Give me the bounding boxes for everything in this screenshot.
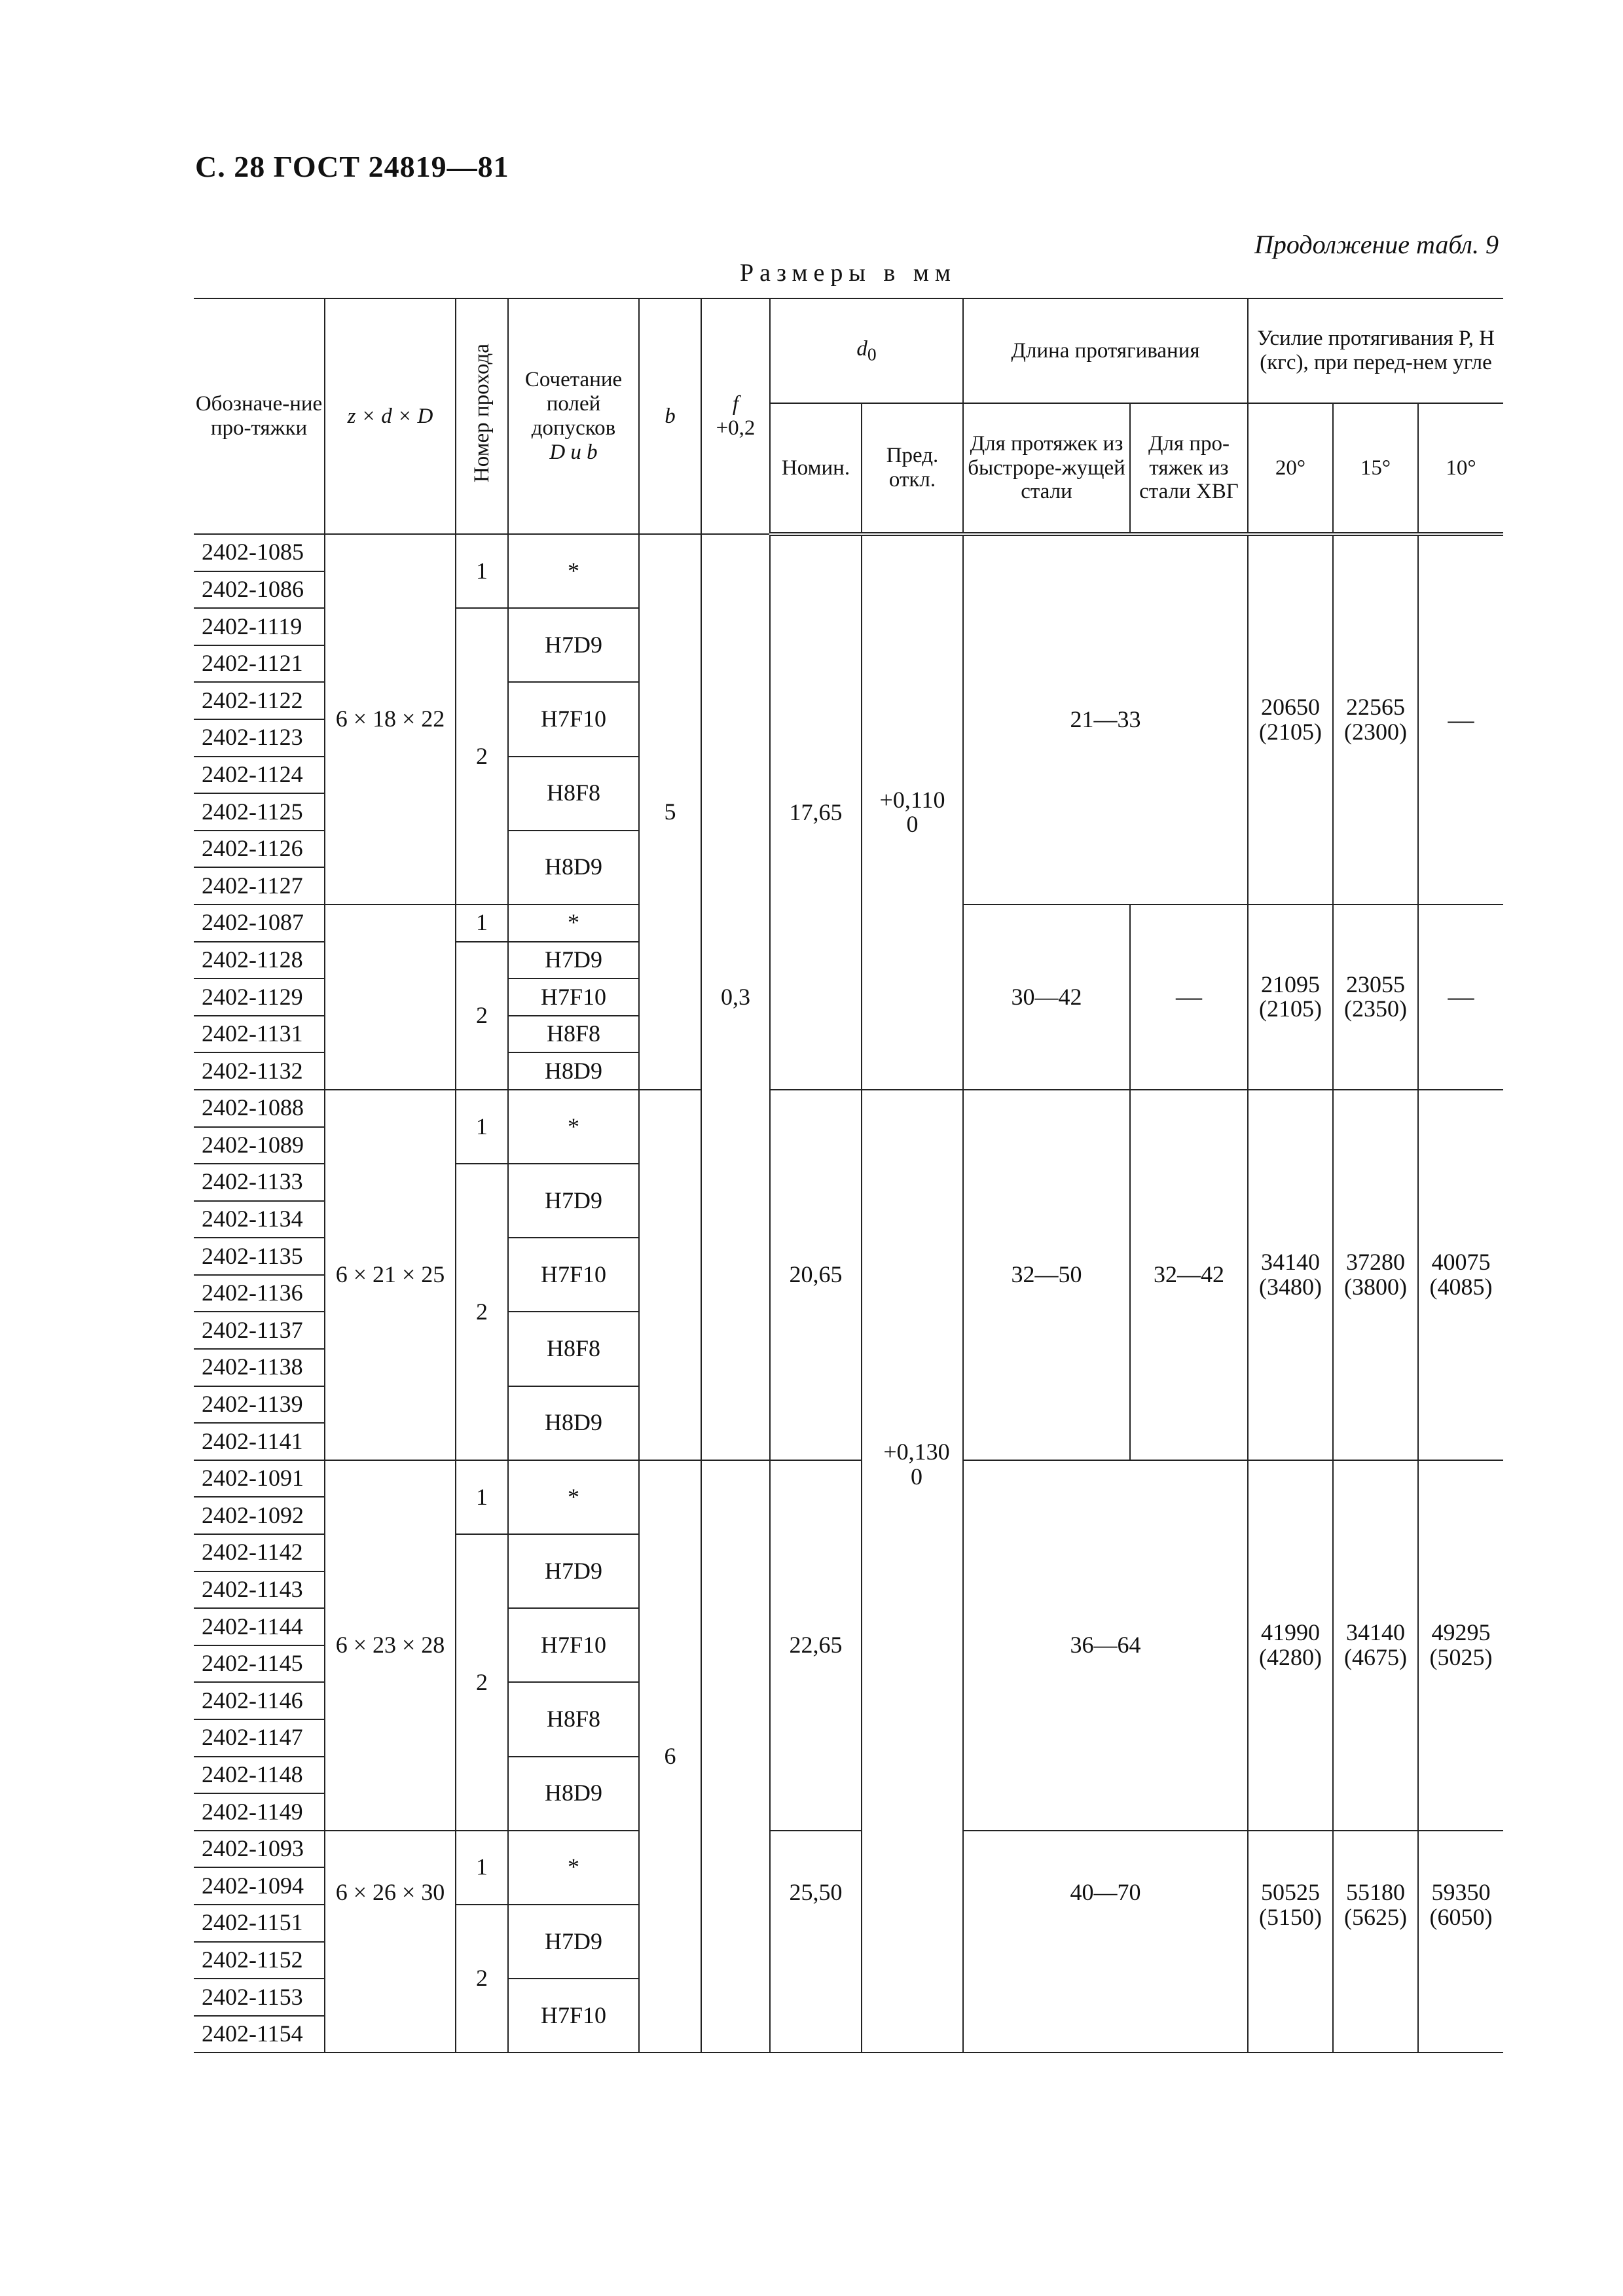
tolerance-cell: H8F8 bbox=[508, 757, 639, 831]
tolerance-cell: H7F10 bbox=[508, 1979, 639, 2053]
force-20-cell: 41990 (4280) bbox=[1248, 1460, 1333, 1831]
code-cell: 2402-1119 bbox=[194, 608, 325, 645]
code-cell: 2402-1131 bbox=[194, 1016, 325, 1053]
tolerance-cell: H7D9 bbox=[508, 608, 639, 682]
tolerance-cell: H7F10 bbox=[508, 978, 639, 1016]
code-cell: 2402-1137 bbox=[194, 1312, 325, 1349]
tolerance-cell: * bbox=[508, 1460, 639, 1534]
code-cell: 2402-1091 bbox=[194, 1460, 325, 1498]
code-cell: 2402-1088 bbox=[194, 1090, 325, 1127]
d0-nominal-cell: 22,65 bbox=[770, 1460, 862, 1831]
length-cell: 21—33 bbox=[963, 534, 1248, 905]
code-cell: 2402-1143 bbox=[194, 1571, 325, 1609]
code-cell: 2402-1142 bbox=[194, 1534, 325, 1571]
f-cell: 0,3 bbox=[701, 534, 770, 1460]
code-cell: 2402-1128 bbox=[194, 942, 325, 979]
header-b: b bbox=[639, 298, 701, 534]
tolerance-cell: H7F10 bbox=[508, 1608, 639, 1682]
code-cell: 2402-1134 bbox=[194, 1201, 325, 1238]
b-cell: 5 bbox=[639, 534, 701, 1090]
force-20-cell: 20650 (2105) bbox=[1248, 534, 1333, 905]
pass-cell: 2 bbox=[456, 1905, 508, 2053]
f-continuation-cell bbox=[701, 1460, 770, 2053]
code-cell: 2402-1123 bbox=[194, 719, 325, 757]
header-tolerance-combination: Сочетание полей допусков D и b bbox=[508, 298, 639, 534]
page-header: С. 28 ГОСТ 24819—81 bbox=[195, 150, 509, 183]
code-cell: 2402-1154 bbox=[194, 2016, 325, 2053]
force-20-cell: 34140 (3480) bbox=[1248, 1090, 1333, 1460]
code-cell: 2402-1149 bbox=[194, 1793, 325, 1831]
header-designation: Обозначе-ние про-тяжки bbox=[194, 298, 325, 534]
d0-nominal-cell: 20,65 bbox=[770, 1090, 862, 1460]
code-cell: 2402-1145 bbox=[194, 1645, 325, 1683]
code-cell: 2402-1138 bbox=[194, 1349, 325, 1386]
tolerance-cell: * bbox=[508, 905, 639, 942]
length-hss-cell: 30—42 bbox=[963, 905, 1130, 1090]
code-cell: 2402-1141 bbox=[194, 1423, 325, 1460]
force-15-cell: 22565 (2300) bbox=[1333, 534, 1418, 905]
table-continuation-label: Продолжение табл. 9 bbox=[1254, 230, 1499, 259]
force-10-cell: — bbox=[1418, 534, 1503, 905]
tolerance-cell: H8F8 bbox=[508, 1016, 639, 1053]
pass-cell: 2 bbox=[456, 942, 508, 1090]
zdD-continuation-cell bbox=[325, 905, 456, 1090]
code-cell: 2402-1152 bbox=[194, 1942, 325, 1979]
code-cell: 2402-1085 bbox=[194, 534, 325, 571]
code-cell: 2402-1086 bbox=[194, 571, 325, 609]
tolerance-cell: H8D9 bbox=[508, 1386, 639, 1460]
d0-nominal-cell: 17,65 bbox=[770, 534, 862, 1090]
d0-deviation-130-label: +0,130 0 bbox=[883, 1439, 950, 1490]
tolerance-cell: H8F8 bbox=[508, 1312, 639, 1386]
units-caption: Размеры в мм bbox=[740, 259, 957, 287]
code-cell: 2402-1146 bbox=[194, 1682, 325, 1719]
broach-table bbox=[194, 298, 1503, 2053]
tolerance-cell: H8D9 bbox=[508, 831, 639, 905]
header-angle-10: 10° bbox=[1418, 403, 1503, 534]
tolerance-cell: H8D9 bbox=[508, 1757, 639, 1831]
code-cell: 2402-1139 bbox=[194, 1386, 325, 1424]
header-zdD: z × d × D bbox=[325, 298, 456, 534]
zdD-cell: 6 × 21 × 25 bbox=[325, 1090, 456, 1460]
force-15-cell: 23055 (2350) bbox=[1333, 905, 1418, 1090]
code-cell: 2402-1148 bbox=[194, 1757, 325, 1794]
code-cell: 2402-1132 bbox=[194, 1052, 325, 1090]
header-length-hvg: Для про-тяжек из стали ХВГ bbox=[1130, 403, 1248, 534]
header-force: Усилие протягивания P, Н (кгс), при перед-нем угле bbox=[1248, 298, 1503, 403]
header-d0: $d_0$ bbox=[770, 298, 963, 403]
code-cell: 2402-1126 bbox=[194, 831, 325, 868]
tolerance-cell: H7F10 bbox=[508, 1238, 639, 1312]
code-cell: 2402-1136 bbox=[194, 1275, 325, 1312]
length-cell: 40—70 bbox=[963, 1831, 1248, 2053]
header-pass-number: Номер прохода bbox=[456, 298, 508, 534]
header-length-hss: Для протяжек из быстроре-жущей стали bbox=[963, 403, 1130, 534]
code-cell: 2402-1087 bbox=[194, 905, 325, 942]
code-cell: 2402-1129 bbox=[194, 978, 325, 1016]
force-10-cell: 59350 (6050) bbox=[1418, 1831, 1503, 2053]
zdD-cell: 6 × 23 × 28 bbox=[325, 1460, 456, 1831]
tolerance-cell: H7D9 bbox=[508, 1164, 639, 1238]
pass-cell: 1 bbox=[456, 1460, 508, 1534]
tolerance-cell: H7D9 bbox=[508, 1905, 639, 1979]
code-cell: 2402-1127 bbox=[194, 867, 325, 905]
header-angle-20: 20° bbox=[1248, 403, 1333, 534]
zdD-cell: 6 × 18 × 22 bbox=[325, 534, 456, 905]
tolerance-cell: * bbox=[508, 1090, 639, 1164]
code-cell: 2402-1121 bbox=[194, 645, 325, 683]
force-10-cell: 49295 (5025) bbox=[1418, 1460, 1503, 1831]
force-20-cell: 50525 (5150) bbox=[1248, 1831, 1333, 2053]
d0-nominal-cell: 25,50 bbox=[770, 1831, 862, 2053]
code-cell: 2402-1147 bbox=[194, 1719, 325, 1757]
pass-cell: 1 bbox=[456, 534, 508, 608]
force-20-cell: 21095 (2105) bbox=[1248, 905, 1333, 1090]
header-angle-15: 15° bbox=[1333, 403, 1418, 534]
length-hvg-cell: — bbox=[1130, 905, 1248, 1090]
pass-cell: 2 bbox=[456, 1534, 508, 1831]
length-hvg-cell: 32—42 bbox=[1130, 1090, 1248, 1460]
code-cell: 2402-1092 bbox=[194, 1497, 325, 1534]
tolerance-cell: H8F8 bbox=[508, 1682, 639, 1756]
tolerance-cell: H7D9 bbox=[508, 942, 639, 979]
force-15-cell: 34140 (4675) bbox=[1333, 1460, 1418, 1831]
tolerance-cell: * bbox=[508, 1831, 639, 1905]
pass-cell: 2 bbox=[456, 608, 508, 905]
code-cell: 2402-1089 bbox=[194, 1127, 325, 1164]
header-d0-nominal: Номин. bbox=[770, 403, 862, 534]
code-cell: 2402-1151 bbox=[194, 1905, 325, 1942]
code-cell: 2402-1125 bbox=[194, 793, 325, 831]
force-15-cell: 55180 (5625) bbox=[1333, 1831, 1418, 2053]
pass-cell: 1 bbox=[456, 905, 508, 942]
length-hss-cell: 32—50 bbox=[963, 1090, 1130, 1460]
tolerance-cell: H7D9 bbox=[508, 1534, 639, 1608]
code-cell: 2402-1093 bbox=[194, 1831, 325, 1868]
force-15-cell: 37280 (3800) bbox=[1333, 1090, 1418, 1460]
code-cell: 2402-1122 bbox=[194, 682, 325, 719]
code-cell: 2402-1153 bbox=[194, 1979, 325, 2016]
b-continuation-cell bbox=[639, 1090, 701, 1460]
force-10-cell: 40075 (4085) bbox=[1418, 1090, 1503, 1460]
header-f: f +0,2 bbox=[701, 298, 770, 534]
tolerance-cell: * bbox=[508, 534, 639, 608]
pass-cell: 2 bbox=[456, 1164, 508, 1460]
b-cell: 6 bbox=[639, 1460, 701, 2053]
code-cell: 2402-1144 bbox=[194, 1608, 325, 1645]
code-cell: 2402-1133 bbox=[194, 1164, 325, 1201]
code-cell: 2402-1124 bbox=[194, 757, 325, 794]
code-cell: 2402-1135 bbox=[194, 1238, 325, 1275]
pass-cell: 1 bbox=[456, 1831, 508, 1905]
tolerance-cell: H7F10 bbox=[508, 682, 639, 756]
header-length: Длина протягивания bbox=[963, 298, 1248, 403]
length-cell: 36—64 bbox=[963, 1460, 1248, 1831]
zdD-cell: 6 × 26 × 30 bbox=[325, 1831, 456, 2053]
d0-deviation-cell: +0,110 0 bbox=[862, 534, 963, 1090]
force-10-cell: — bbox=[1418, 905, 1503, 1090]
d0-deviation-cell bbox=[862, 1090, 963, 2053]
header-d0-deviation: Пред. откл. bbox=[862, 403, 963, 534]
tolerance-cell: H8D9 bbox=[508, 1052, 639, 1090]
pass-cell: 1 bbox=[456, 1090, 508, 1164]
code-cell: 2402-1094 bbox=[194, 1867, 325, 1905]
